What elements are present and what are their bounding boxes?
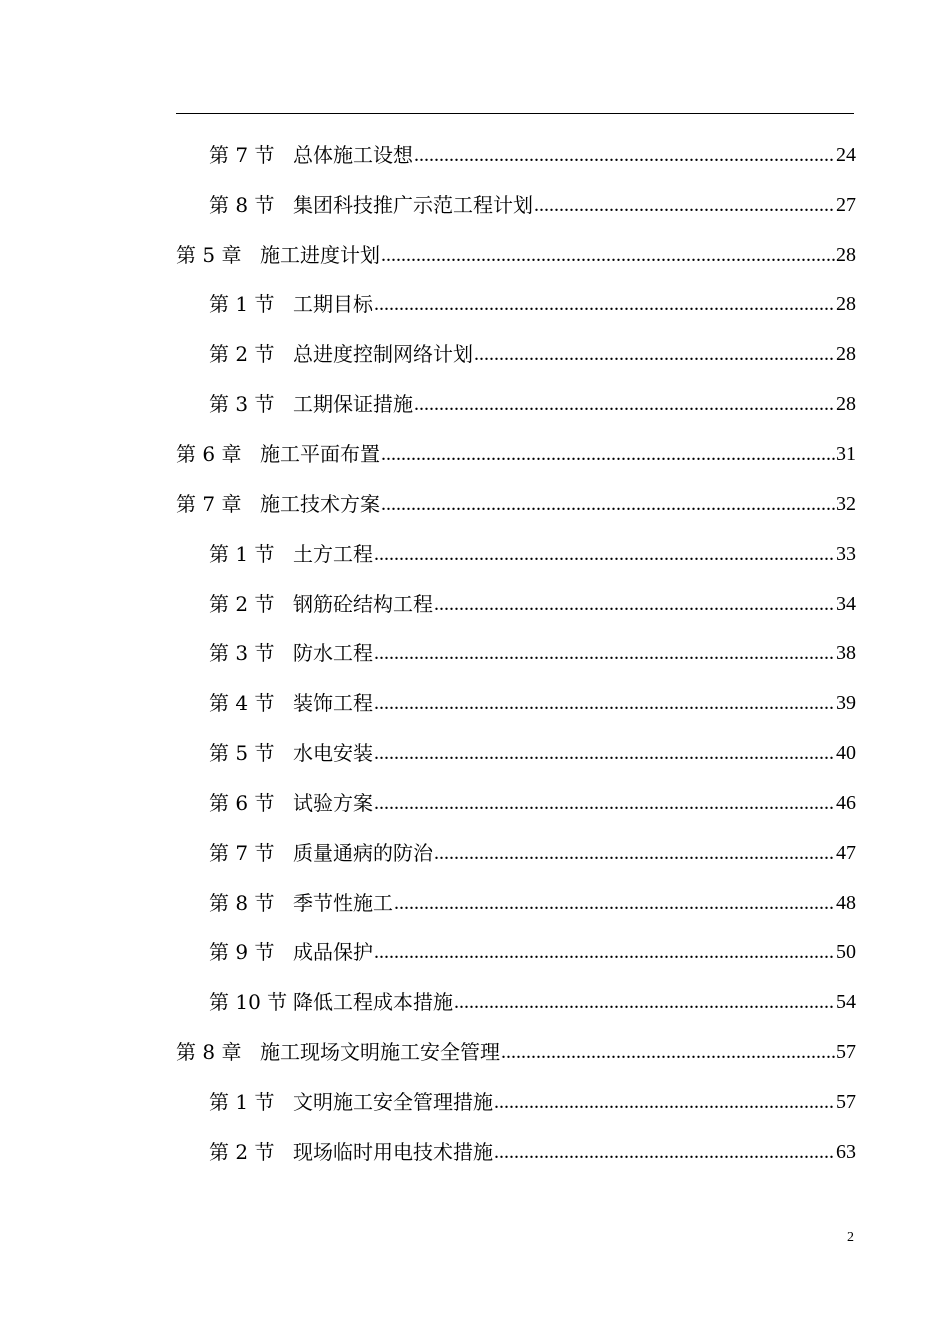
toc-entry-title: 成品保护: [293, 940, 373, 965]
toc-dot-leader: [434, 592, 835, 616]
toc-section-entry[interactable]: [176, 379, 856, 429]
toc-entry-number: 第 9 节: [209, 940, 275, 965]
toc-entry-number: 第 4 节: [209, 691, 275, 716]
toc-entry-page: 57: [836, 1041, 856, 1064]
toc-entry-page: 28: [836, 343, 856, 366]
toc-section-entry[interactable]: [176, 728, 856, 778]
toc-entry-page: 34: [836, 592, 856, 615]
toc-section-entry[interactable]: [176, 1127, 856, 1177]
toc-dot-leader: [494, 1090, 835, 1114]
toc-section-entry[interactable]: [176, 628, 856, 678]
table-of-contents: [176, 130, 856, 1177]
toc-entry-page: 28: [836, 243, 856, 266]
toc-entry-number: 第 6 节: [209, 790, 275, 815]
toc-entry-page: 47: [836, 841, 856, 864]
toc-entry-number: 第 8 节: [209, 192, 275, 217]
toc-entry-title: 施工技术方案: [260, 491, 380, 516]
toc-entry-title: 总体施工设想: [293, 142, 413, 167]
toc-chapter-entry[interactable]: [176, 1027, 856, 1077]
toc-section-entry[interactable]: [176, 329, 856, 379]
toc-entry-title: 集团科技推广示范工程计划: [293, 192, 533, 217]
toc-dot-leader: [381, 243, 835, 267]
toc-entry-number: 第 8 节: [209, 890, 275, 915]
toc-section-entry[interactable]: [176, 878, 856, 928]
toc-section-entry[interactable]: [176, 778, 856, 828]
toc-entry-page: 28: [836, 293, 856, 316]
toc-entry-title: 试验方案: [293, 790, 373, 815]
toc-dot-leader: [394, 891, 835, 915]
toc-entry-title: 钢筋砼结构工程: [293, 591, 433, 616]
toc-entry-title: 工期保证措施: [293, 392, 413, 417]
toc-entry-number: 第 1 节: [209, 1089, 275, 1114]
toc-entry-page: 33: [836, 542, 856, 565]
toc-section-entry[interactable]: [176, 678, 856, 728]
toc-entry-number: 第 1 节: [209, 292, 275, 317]
toc-entry-number: 第 3 节: [209, 392, 275, 417]
toc-dot-leader: [374, 741, 835, 765]
toc-section-entry[interactable]: [176, 579, 856, 629]
toc-entry-number: 第 2 节: [209, 591, 275, 616]
toc-entry-page: 24: [836, 143, 856, 166]
toc-dot-leader: [374, 940, 835, 964]
toc-entry-title: 施工平面布置: [260, 441, 380, 466]
toc-entry-number: 第 7 章: [176, 491, 242, 516]
toc-entry-number: 第 5 章: [176, 242, 242, 267]
toc-entry-number: 第 6 章: [176, 441, 242, 466]
toc-entry-number: 第 7 节: [209, 840, 275, 865]
toc-entry-number: 第 3 节: [209, 641, 275, 666]
toc-section-entry[interactable]: [176, 1077, 856, 1127]
toc-section-entry[interactable]: [176, 828, 856, 878]
toc-dot-leader: [374, 542, 835, 566]
toc-dot-leader: [414, 392, 835, 416]
toc-entry-page: 40: [836, 742, 856, 765]
toc-entry-title: 现场临时用电技术措施: [293, 1139, 493, 1164]
toc-entry-title: 季节性施工: [293, 890, 393, 915]
toc-section-entry[interactable]: [176, 928, 856, 978]
toc-dot-leader: [454, 990, 835, 1014]
toc-entry-title: 工期目标: [293, 292, 373, 317]
toc-section-entry[interactable]: [176, 130, 856, 180]
toc-entry-number: 第 7 节: [209, 142, 275, 167]
toc-dot-leader: [374, 691, 835, 715]
toc-dot-leader: [381, 442, 835, 466]
toc-dot-leader: [374, 641, 835, 665]
toc-entry-page: 57: [836, 1090, 856, 1113]
toc-entry-page: 46: [836, 791, 856, 814]
toc-entry-page: 32: [836, 492, 856, 515]
toc-entry-title: 土方工程: [293, 541, 373, 566]
toc-entry-page: 63: [836, 1140, 856, 1163]
toc-entry-number: 第 5 节: [209, 741, 275, 766]
toc-entry-title: 降低工程成本措施: [293, 990, 453, 1015]
toc-entry-title: 总进度控制网络计划: [293, 342, 473, 367]
toc-entry-number: 第 2 节: [209, 1139, 275, 1164]
toc-entry-number: 第 1 节: [209, 541, 275, 566]
toc-entry-title: 施工进度计划: [260, 242, 380, 267]
toc-entry-page: 50: [836, 941, 856, 964]
toc-section-entry[interactable]: [176, 180, 856, 230]
toc-entry-page: 39: [836, 692, 856, 715]
toc-entry-title: 文明施工安全管理措施: [293, 1089, 493, 1114]
toc-dot-leader: [494, 1140, 835, 1164]
toc-entry-number: 第 8 章: [176, 1040, 242, 1065]
toc-dot-leader: [534, 193, 835, 217]
toc-section-entry[interactable]: [176, 977, 856, 1027]
toc-entry-number: 第 10 节: [209, 990, 288, 1015]
toc-chapter-entry[interactable]: [176, 429, 856, 479]
toc-dot-leader: [474, 342, 835, 366]
toc-chapter-entry[interactable]: [176, 230, 856, 280]
toc-entry-page: 38: [836, 642, 856, 665]
page-number: 2: [847, 1230, 854, 1245]
toc-entry-page: 54: [836, 991, 856, 1014]
toc-chapter-entry[interactable]: [176, 479, 856, 529]
toc-entry-title: 装饰工程: [293, 691, 373, 716]
toc-entry-title: 质量通病的防治: [293, 840, 433, 865]
toc-entry-page: 27: [836, 193, 856, 216]
toc-dot-leader: [374, 292, 835, 316]
toc-entry-page: 28: [836, 393, 856, 416]
toc-entry-title: 施工现场文明施工安全管理: [260, 1040, 500, 1065]
toc-section-entry[interactable]: [176, 529, 856, 579]
toc-entry-page: 31: [836, 442, 856, 465]
toc-section-entry[interactable]: [176, 280, 856, 330]
toc-entry-title: 防水工程: [293, 641, 373, 666]
toc-entry-page: 48: [836, 891, 856, 914]
toc-dot-leader: [374, 791, 835, 815]
toc-entry-title: 水电安装: [293, 741, 373, 766]
header-rule: [176, 113, 854, 114]
toc-dot-leader: [414, 143, 835, 167]
toc-dot-leader: [501, 1040, 835, 1064]
toc-dot-leader: [434, 841, 835, 865]
toc-dot-leader: [381, 492, 835, 516]
toc-entry-number: 第 2 节: [209, 342, 275, 367]
